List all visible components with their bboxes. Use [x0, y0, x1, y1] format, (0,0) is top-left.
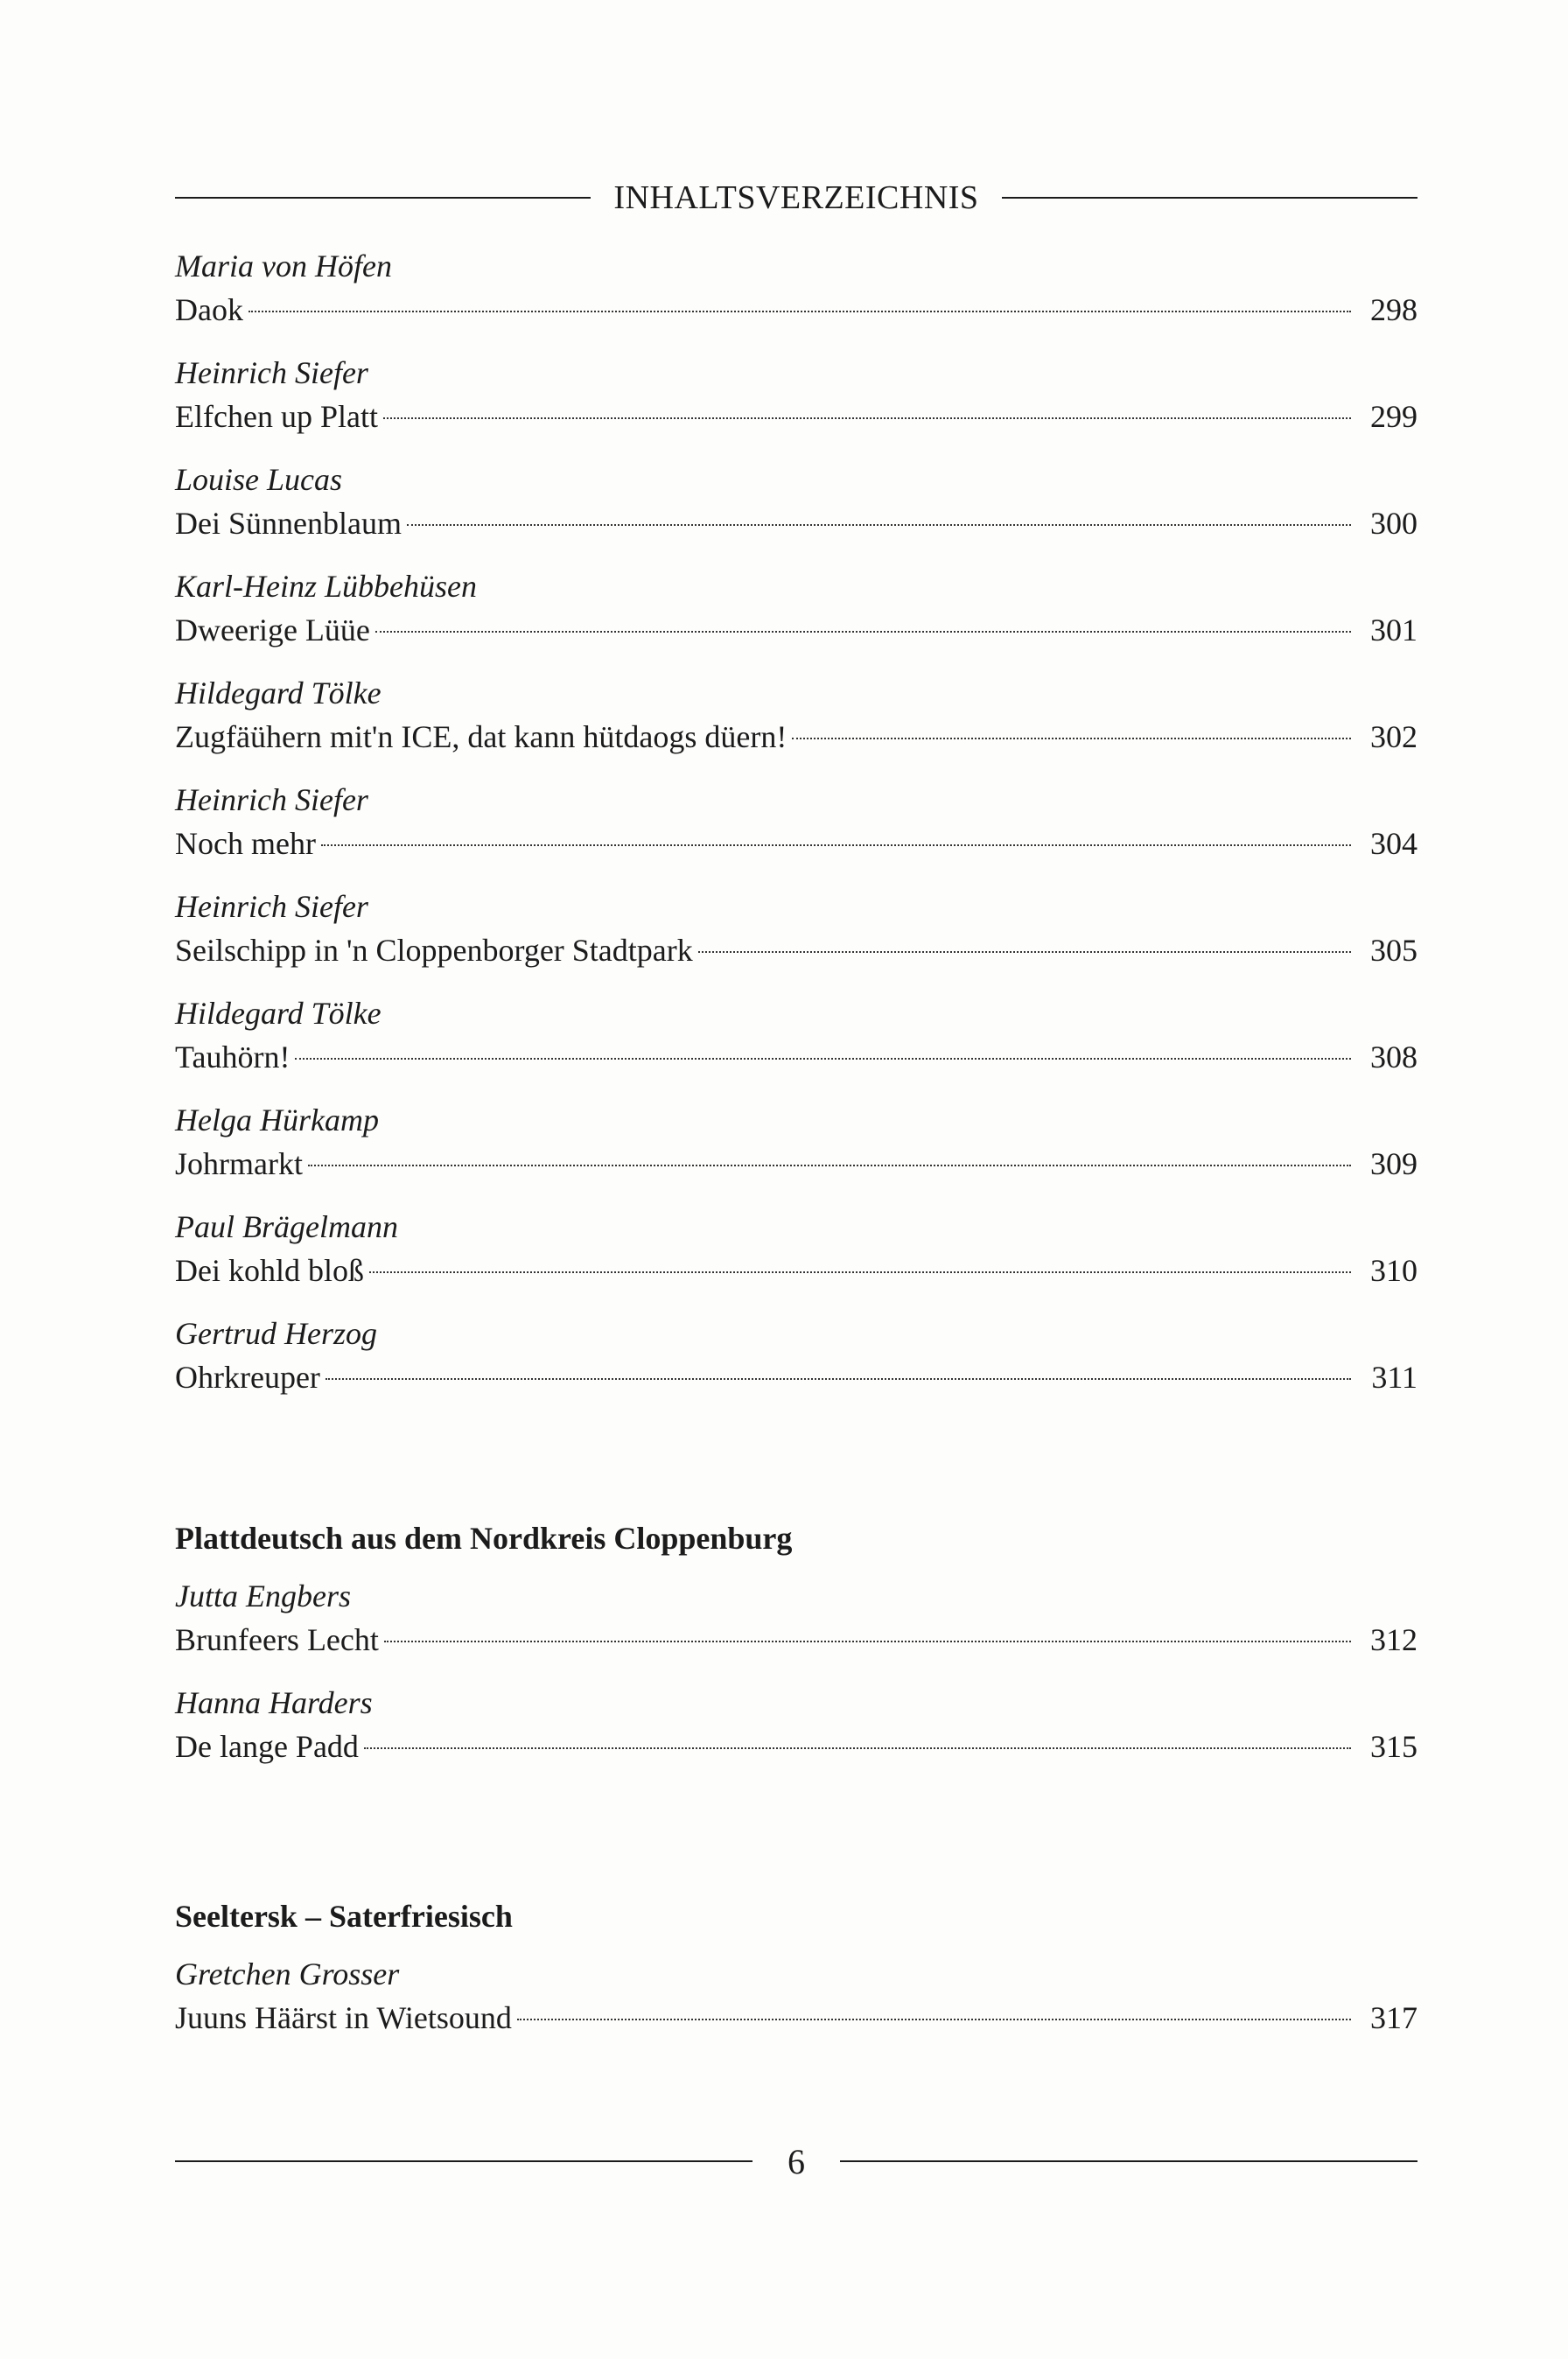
entry-author: Hanna Harders	[175, 1685, 373, 1720]
toc-entry	[175, 245, 1418, 352]
entry-page-number: 300	[1370, 506, 1418, 541]
section-spacer	[175, 1419, 1418, 1517]
toc-entry	[175, 352, 1418, 458]
entry-author: Gretchen Grosser	[175, 1956, 400, 1992]
dot-leader	[295, 1058, 1351, 1060]
entry-page-number: 309	[1370, 1146, 1418, 1181]
entry-title-line	[175, 1250, 1418, 1292]
dot-leader	[321, 844, 1351, 846]
entry-title: Elfchen up Platt	[175, 399, 378, 434]
page-number: 6	[788, 2141, 805, 2181]
footer-rule-left	[175, 2160, 752, 2162]
entry-title-line	[175, 1036, 1418, 1078]
entry-page-number: 315	[1370, 1729, 1418, 1764]
dot-leader	[517, 2019, 1351, 2020]
footer-rule-right	[840, 2160, 1418, 2162]
entry-title-line	[175, 1143, 1418, 1185]
dot-leader	[326, 1378, 1351, 1380]
entry-title: Ohrkreuper	[175, 1360, 320, 1395]
entry-title: Zugfäühern mit'n ICE, dat kann hütdaogs düern!	[175, 719, 788, 754]
entry-author: Hildegard Tölke	[175, 676, 382, 710]
entry-author: Heinrich Siefer	[175, 782, 368, 817]
dot-leader	[375, 631, 1351, 633]
entry-title-line	[175, 1997, 1418, 2039]
toc-entry	[175, 1099, 1418, 1206]
toc-entry	[175, 1953, 1418, 2060]
entry-page-number: 305	[1370, 933, 1418, 968]
toc-entry	[175, 992, 1418, 1099]
entry-title-line	[175, 609, 1418, 651]
entry-author: Gertrud Herzog	[175, 1316, 377, 1351]
section-spacer	[175, 1788, 1418, 1895]
section-heading: Seeltersk – Saterfriesisch	[175, 1899, 513, 1934]
table-of-contents	[175, 245, 1418, 2060]
entry-title-line	[175, 929, 1418, 971]
entry-author: Helga Hürkamp	[175, 1102, 379, 1138]
toc-entry	[175, 1206, 1418, 1312]
entry-title-line	[175, 1726, 1418, 1768]
entry-page-number: 317	[1370, 2000, 1418, 2035]
entry-title: Johrmarkt	[175, 1146, 303, 1181]
entry-title: De lange Padd	[175, 1729, 359, 1764]
entry-author: Heinrich Siefer	[175, 355, 368, 390]
entry-author: Paul Brägelmann	[175, 1209, 398, 1244]
entry-title: Dei Sünnenblaum	[175, 506, 402, 541]
entry-page-number: 310	[1370, 1253, 1418, 1288]
entry-page-number: 311	[1371, 1360, 1418, 1395]
entry-title-line	[175, 396, 1418, 438]
entry-title-line	[175, 822, 1418, 864]
header-title: INHALTSVERZEICHNIS	[613, 179, 979, 216]
dot-leader	[407, 524, 1351, 526]
dot-leader	[792, 738, 1351, 739]
toc-entry	[175, 1312, 1418, 1419]
entry-page-number: 299	[1370, 399, 1418, 434]
entry-title: Daok	[175, 292, 243, 327]
entry-title-line	[175, 1356, 1418, 1398]
toc-section	[175, 1517, 1418, 1788]
section-heading: Plattdeutsch aus dem Nordkreis Cloppenburg	[175, 1521, 793, 1556]
entry-title-line	[175, 1619, 1418, 1661]
entry-title-line	[175, 716, 1418, 758]
header-rule-right	[1002, 197, 1418, 199]
entry-title: Dei kohld bloß	[175, 1253, 364, 1288]
entry-author: Maria von Höfen	[175, 248, 392, 284]
entry-author: Karl-Heinz Lübbehüsen	[175, 569, 477, 604]
dot-leader	[308, 1165, 1351, 1166]
entry-page-number: 302	[1370, 719, 1418, 754]
toc-entry	[175, 1575, 1418, 1682]
toc-entry	[175, 565, 1418, 672]
entry-title: Seilschipp in 'n Cloppenborger Stadtpark	[175, 933, 693, 968]
entry-page-number: 312	[1370, 1622, 1418, 1657]
entry-title-line	[175, 502, 1418, 544]
toc-entry	[175, 779, 1418, 886]
toc-entry	[175, 458, 1418, 565]
toc-entry	[175, 672, 1418, 779]
entry-title: Noch mehr	[175, 826, 316, 861]
dot-leader	[698, 951, 1351, 953]
header-rule-left	[175, 197, 591, 199]
toc-entry	[175, 1682, 1418, 1788]
entry-page-number: 308	[1370, 1040, 1418, 1074]
entry-page-number: 304	[1370, 826, 1418, 861]
entry-author: Heinrich Siefer	[175, 889, 368, 924]
dot-leader	[383, 417, 1351, 419]
entry-title: Brunfeers Lecht	[175, 1622, 379, 1657]
page-footer	[175, 2135, 1418, 2188]
entry-title: Dweerige Lüüe	[175, 612, 370, 648]
entry-page-number: 301	[1370, 612, 1418, 648]
entry-author: Jutta Engbers	[175, 1578, 351, 1614]
entry-page-number: 298	[1370, 292, 1418, 327]
dot-leader	[384, 1641, 1351, 1642]
entry-title: Tauhörn!	[175, 1040, 290, 1074]
page-header	[175, 172, 1418, 224]
toc-entry	[175, 886, 1418, 992]
entry-title-line	[175, 289, 1418, 331]
entry-author: Louise Lucas	[175, 462, 343, 497]
entry-author: Hildegard Tölke	[175, 996, 382, 1031]
entry-title: Juuns Häärst in Wietsound	[175, 2000, 512, 2035]
dot-leader	[364, 1747, 1351, 1749]
dot-leader	[248, 311, 1351, 312]
toc-section	[175, 1895, 1418, 2060]
dot-leader	[369, 1271, 1351, 1273]
